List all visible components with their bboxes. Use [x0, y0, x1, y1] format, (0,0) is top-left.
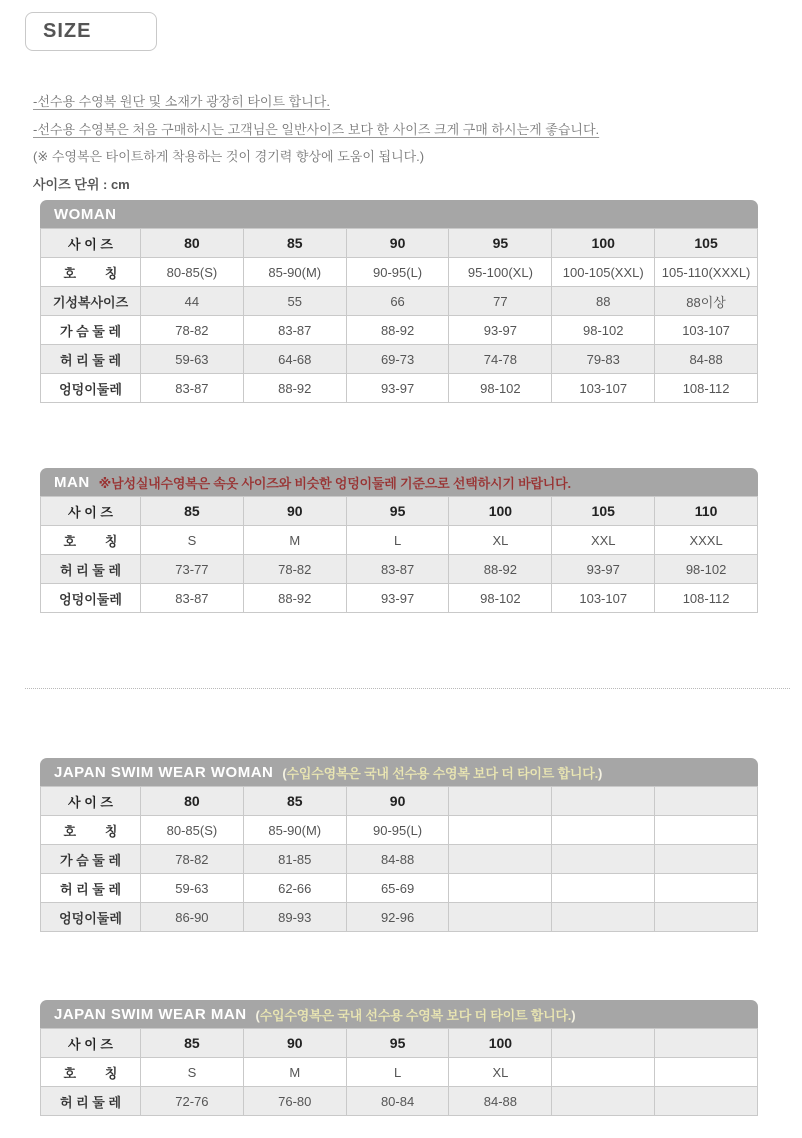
note-open-paren: (	[255, 1007, 260, 1023]
japan-woman-size-table	[40, 786, 758, 932]
size-value-cell: 105	[552, 497, 655, 526]
size-table-row	[41, 526, 758, 555]
size-value-cell	[655, 874, 758, 903]
table-header-bar-japan-woman	[40, 758, 758, 786]
size-value-cell	[449, 816, 552, 845]
size-value-cell	[655, 1029, 758, 1058]
size-value-cell: 72-76	[141, 1087, 244, 1116]
size-value-cell: 100	[552, 229, 655, 258]
size-value-cell: 108-112	[655, 584, 758, 613]
size-value-cell: 80-85(S)	[141, 816, 244, 845]
size-table-section-japan-man	[40, 1000, 758, 1116]
size-value-cell	[449, 787, 552, 816]
size-value-cell: M	[243, 526, 346, 555]
size-value-cell: 90-95(L)	[346, 816, 449, 845]
size-value-cell	[552, 787, 655, 816]
size-value-cell: 110	[655, 497, 758, 526]
size-value-cell: 85-90(M)	[243, 258, 346, 287]
size-value-cell: 69-73	[346, 345, 449, 374]
row-label: 사 이 즈	[41, 497, 141, 526]
size-value-cell: S	[141, 526, 244, 555]
size-value-cell: 100	[449, 497, 552, 526]
size-table-row	[41, 874, 758, 903]
man-table-note: ※남성실내수영복은 속옷 사이즈와 비슷한 엉덩이둘레 기준으로 선택하시기 바랍니다.	[98, 475, 571, 491]
size-value-cell: 95-100(XL)	[449, 258, 552, 287]
size-value-cell: S	[141, 1058, 244, 1087]
size-value-cell: 93-97	[449, 316, 552, 345]
size-table-row	[41, 787, 758, 816]
size-value-cell: 77	[449, 287, 552, 316]
man-size-table	[40, 496, 758, 613]
size-value-cell	[655, 816, 758, 845]
table-header-bar-woman	[40, 200, 758, 228]
row-label: 가 슴 둘 레	[41, 316, 141, 345]
size-value-cell	[449, 903, 552, 932]
size-value-cell: 88	[552, 287, 655, 316]
size-table-row	[41, 816, 758, 845]
size-value-cell: 44	[141, 287, 244, 316]
size-value-cell: 89-93	[243, 903, 346, 932]
size-value-cell	[655, 845, 758, 874]
size-value-cell: 80	[141, 787, 244, 816]
row-label: 호 칭	[41, 526, 141, 555]
row-label: 호 칭	[41, 258, 141, 287]
note-line-1: -선수용 수영복 원단 및 소재가 광장히 타이트 합니다.	[33, 94, 330, 109]
size-value-cell: 90	[346, 229, 449, 258]
size-table-row	[41, 1087, 758, 1116]
note-line-3: (※ 수영복은 타이트하게 착용하는 것이 경기력 향상에 도움이 됩니다.)	[33, 149, 425, 164]
size-value-cell	[449, 874, 552, 903]
size-value-cell	[552, 816, 655, 845]
row-label: 호 칭	[41, 816, 141, 845]
size-value-cell: 83-87	[346, 555, 449, 584]
size-table-row	[41, 903, 758, 932]
size-value-cell: 98-102	[552, 316, 655, 345]
row-label: 사 이 즈	[41, 1029, 141, 1058]
size-table-section-man	[40, 468, 758, 613]
size-table-row	[41, 287, 758, 316]
size-value-cell: 66	[346, 287, 449, 316]
size-table-row	[41, 1029, 758, 1058]
size-table-row	[41, 258, 758, 287]
size-table-row	[41, 584, 758, 613]
table-header-bar-japan-man	[40, 1000, 758, 1028]
size-value-cell: 90	[346, 787, 449, 816]
size-value-cell	[552, 1058, 655, 1087]
size-value-cell: XL	[449, 526, 552, 555]
table-title-japan-woman: JAPAN SWIM WEAR WOMAN	[54, 763, 274, 781]
size-value-cell: 59-63	[141, 874, 244, 903]
size-value-cell: 85	[243, 229, 346, 258]
size-value-cell: XXL	[552, 526, 655, 555]
row-label: 엉덩이둘레	[41, 903, 141, 932]
size-value-cell: 90-95(L)	[346, 258, 449, 287]
size-value-cell: 103-107	[552, 584, 655, 613]
dotted-divider	[25, 688, 790, 689]
size-table-row	[41, 374, 758, 403]
row-label: 사 이 즈	[41, 229, 141, 258]
size-value-cell: 86-90	[141, 903, 244, 932]
size-value-cell: 78-82	[243, 555, 346, 584]
size-value-cell: 83-87	[141, 584, 244, 613]
note-text: 수입수영복은 국내 선수용 수영복 보다 더 타이트 합니다.	[286, 765, 599, 781]
size-value-cell: 88-92	[243, 584, 346, 613]
size-value-cell: 78-82	[141, 845, 244, 874]
size-value-cell: 88-92	[346, 316, 449, 345]
size-section-button	[25, 12, 157, 51]
row-label: 기성복사이즈	[41, 287, 141, 316]
table-title-woman: WOMAN	[54, 205, 117, 223]
size-value-cell: 93-97	[346, 374, 449, 403]
notes-block	[33, 88, 773, 198]
size-value-cell: 81-85	[243, 845, 346, 874]
size-value-cell: XL	[449, 1058, 552, 1087]
size-table-section-woman	[40, 200, 758, 403]
row-label: 허 리 둘 레	[41, 555, 141, 584]
size-table-row	[41, 316, 758, 345]
size-value-cell: 88이상	[655, 287, 758, 316]
size-value-cell	[655, 1058, 758, 1087]
woman-size-table	[40, 228, 758, 403]
size-value-cell: 98-102	[449, 374, 552, 403]
size-value-cell: 59-63	[141, 345, 244, 374]
size-value-cell: 90	[243, 497, 346, 526]
size-value-cell: 105	[655, 229, 758, 258]
note-line-2: -선수용 수영복은 처음 구매하시는 고객님은 일반사이즈 보다 한 사이즈 크게 구매 하시는게 좋습니다.	[33, 121, 600, 137]
size-value-cell: 83-87	[141, 374, 244, 403]
size-value-cell: 108-112	[655, 374, 758, 403]
size-value-cell: 103-107	[655, 316, 758, 345]
size-value-cell: 64-68	[243, 345, 346, 374]
row-label: 엉덩이둘레	[41, 374, 141, 403]
size-value-cell: 88-92	[243, 374, 346, 403]
size-value-cell: 100	[449, 1029, 552, 1058]
size-value-cell: 76-80	[243, 1087, 346, 1116]
size-value-cell	[552, 874, 655, 903]
size-value-cell: 92-96	[346, 903, 449, 932]
size-value-cell: 55	[243, 287, 346, 316]
size-value-cell: 93-97	[346, 584, 449, 613]
row-label: 호 칭	[41, 1058, 141, 1087]
table-header-bar-man	[40, 468, 758, 496]
note-open-paren: (	[282, 765, 287, 781]
size-value-cell: 62-66	[243, 874, 346, 903]
size-value-cell	[655, 903, 758, 932]
size-value-cell: 84-88	[449, 1087, 552, 1116]
size-value-cell: 84-88	[346, 845, 449, 874]
size-value-cell: 100-105(XXL)	[552, 258, 655, 287]
row-label: 허 리 둘 레	[41, 345, 141, 374]
size-value-cell	[552, 1087, 655, 1116]
size-value-cell: 98-102	[655, 555, 758, 584]
size-value-cell: 74-78	[449, 345, 552, 374]
table-title-japan-man: JAPAN SWIM WEAR MAN	[54, 1005, 247, 1023]
size-value-cell: 90	[243, 1029, 346, 1058]
note-close-paren: )	[571, 1007, 576, 1023]
japan-woman-table-note	[282, 763, 602, 782]
size-value-cell: 79-83	[552, 345, 655, 374]
size-table-row	[41, 555, 758, 584]
size-value-cell	[655, 787, 758, 816]
size-value-cell	[449, 845, 552, 874]
size-value-cell: 83-87	[243, 316, 346, 345]
size-value-cell: 105-110(XXXL)	[655, 258, 758, 287]
size-value-cell: 85	[243, 787, 346, 816]
size-value-cell	[655, 1087, 758, 1116]
size-value-cell: 103-107	[552, 374, 655, 403]
note-size-unit: 사이즈 단위 : cm	[33, 176, 130, 192]
size-table-section-japan-woman	[40, 758, 758, 932]
row-label: 사 이 즈	[41, 787, 141, 816]
size-table-row	[41, 1058, 758, 1087]
row-label: 가 슴 둘 레	[41, 845, 141, 874]
size-value-cell: 88-92	[449, 555, 552, 584]
size-value-cell: 85	[141, 497, 244, 526]
row-label: 허 리 둘 레	[41, 1087, 141, 1116]
size-value-cell: 98-102	[449, 584, 552, 613]
size-value-cell: 95	[346, 497, 449, 526]
note-close-paren: )	[598, 765, 603, 781]
size-value-cell: 80	[141, 229, 244, 258]
size-value-cell: 95	[449, 229, 552, 258]
size-value-cell: 80-85(S)	[141, 258, 244, 287]
size-value-cell: 80-84	[346, 1087, 449, 1116]
japan-man-size-table	[40, 1028, 758, 1116]
size-value-cell: 93-97	[552, 555, 655, 584]
size-value-cell: L	[346, 1058, 449, 1087]
table-title-man: MAN	[54, 473, 90, 491]
size-table-row	[41, 497, 758, 526]
size-table-row	[41, 345, 758, 374]
size-table-row	[41, 229, 758, 258]
size-value-cell: M	[243, 1058, 346, 1087]
size-value-cell: 65-69	[346, 874, 449, 903]
size-value-cell: 84-88	[655, 345, 758, 374]
size-value-cell: 73-77	[141, 555, 244, 584]
japan-man-table-note	[256, 1005, 576, 1024]
size-section-label: SIZE	[43, 20, 92, 42]
size-value-cell: L	[346, 526, 449, 555]
size-value-cell	[552, 1029, 655, 1058]
size-value-cell: XXXL	[655, 526, 758, 555]
size-value-cell	[552, 845, 655, 874]
size-value-cell: 85	[141, 1029, 244, 1058]
size-table-row	[41, 845, 758, 874]
size-value-cell: 78-82	[141, 316, 244, 345]
row-label: 엉덩이둘레	[41, 584, 141, 613]
row-label: 허 리 둘 레	[41, 874, 141, 903]
size-value-cell: 85-90(M)	[243, 816, 346, 845]
size-value-cell: 95	[346, 1029, 449, 1058]
size-value-cell	[552, 903, 655, 932]
note-text: 수입수영복은 국내 선수용 수영복 보다 더 타이트 합니다.	[259, 1007, 572, 1023]
